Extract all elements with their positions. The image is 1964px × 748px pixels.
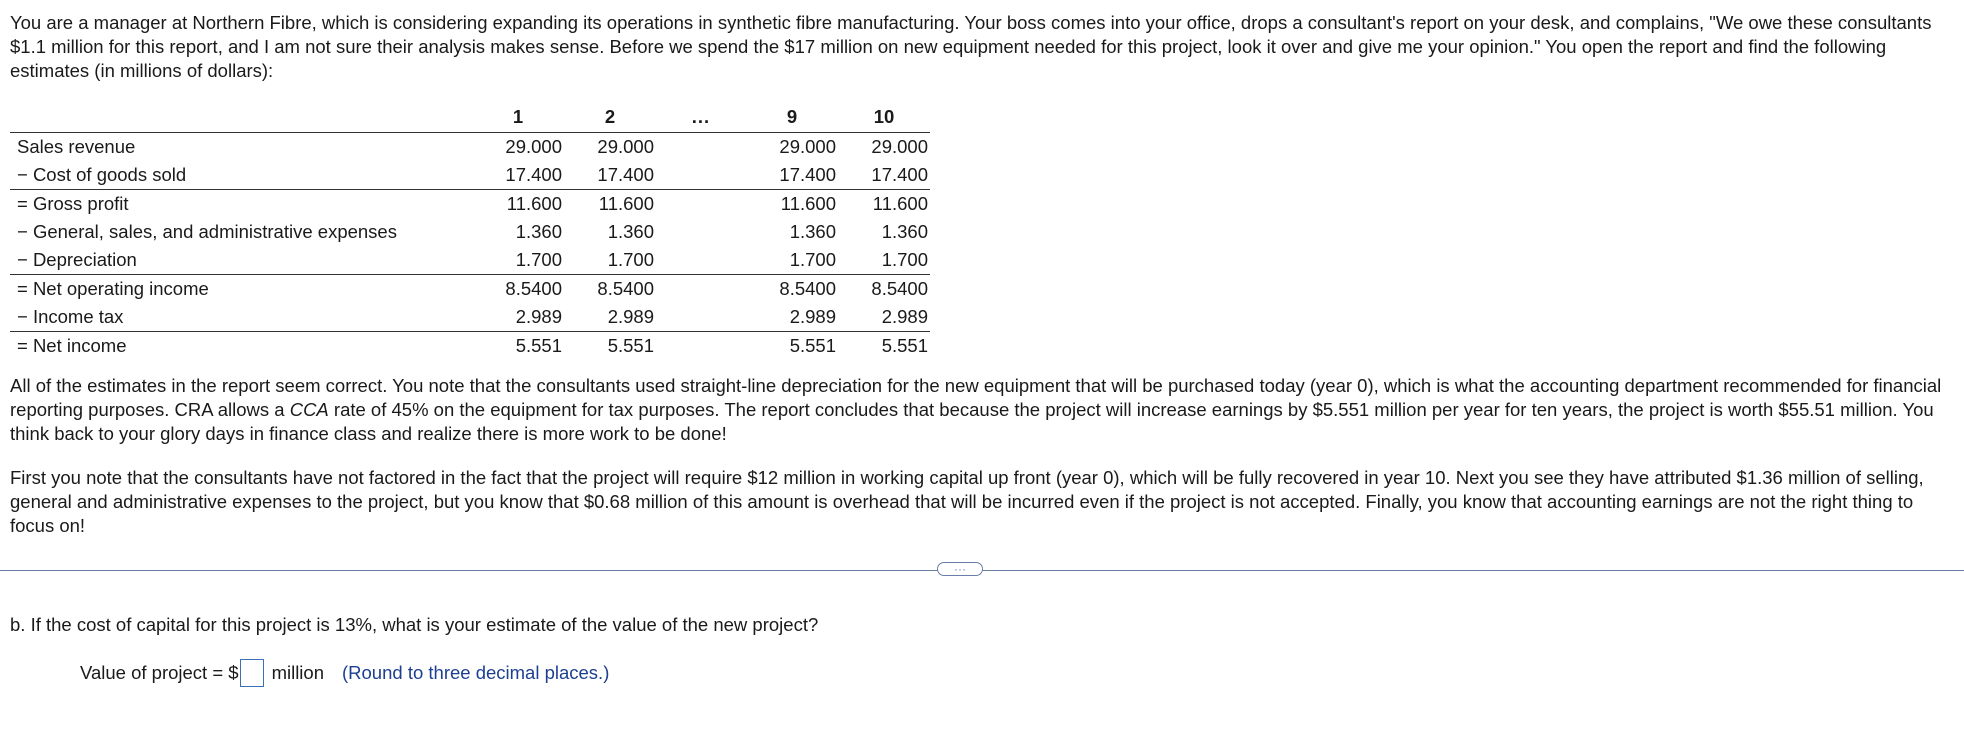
cell-value: 1.700 bbox=[515, 249, 562, 270]
cell-value: 1.360 bbox=[789, 221, 836, 242]
table-row bbox=[10, 190, 930, 219]
table-row bbox=[10, 246, 930, 275]
table-header-row bbox=[10, 102, 930, 133]
cell-value: 5.551 bbox=[515, 335, 562, 356]
cell-value: 1.360 bbox=[881, 221, 928, 242]
answer-label: Value of project = $ bbox=[80, 662, 239, 683]
header-label-cell bbox=[10, 102, 472, 133]
cell-value: 29.000 bbox=[779, 136, 836, 157]
cell-value: 11.600 bbox=[780, 193, 836, 214]
table-row bbox=[10, 303, 930, 332]
table-row bbox=[10, 133, 930, 162]
table-row bbox=[10, 218, 930, 246]
cell-value: 8.5400 bbox=[597, 278, 654, 299]
cell-value: 17.400 bbox=[779, 164, 836, 185]
cell-value: 17.400 bbox=[505, 164, 562, 185]
cell-value: 8.5400 bbox=[871, 278, 928, 299]
estimates-paragraph bbox=[10, 374, 1955, 446]
row-label: = Net operating income bbox=[17, 278, 209, 299]
question-text: b. If the cost of capital for this project is 13%, what is your estimate of the value of the new project? bbox=[10, 614, 819, 635]
header-year-10: 10 bbox=[873, 106, 895, 127]
estimates-text-after: rate of 45% on the equipment for tax purposes. The report concludes that because the project will increase earnings by $5.551 million per year for ten years, the project is worth $55.51 million. You think back to your glory days in finance class and realize there is more work to be done! bbox=[10, 399, 1934, 444]
header-year-9: 9 bbox=[786, 106, 798, 127]
cell-value: 1.700 bbox=[789, 249, 836, 270]
cell-value: 29.000 bbox=[597, 136, 654, 157]
cell-value: 5.551 bbox=[881, 335, 928, 356]
income-statement-table bbox=[10, 102, 930, 360]
intro-paragraph: You are a manager at Northern Fibre, which is considering expanding its operations in synthetic fibre manufacturing. Your boss comes into your office, drops a consultant's report on your desk, and complains, "We owe these consultants $1.1 million for this report, and I am not sure their analysis makes sense. Before we spend the $17 million on new equipment needed for this project, look it over and give me your opinion." You open the report and find the following estimates (in millions of dollars): bbox=[10, 12, 1932, 81]
cell-value: 2.989 bbox=[515, 306, 562, 327]
header-ellipsis: ... bbox=[691, 106, 711, 127]
cell-value: 2.989 bbox=[789, 306, 836, 327]
expand-collapse-button[interactable]: ··· bbox=[937, 562, 983, 576]
table-row bbox=[10, 332, 930, 361]
table-row bbox=[10, 275, 930, 304]
cell-value: 17.400 bbox=[871, 164, 928, 185]
cell-value: 17.400 bbox=[597, 164, 654, 185]
cell-value: 1.700 bbox=[607, 249, 654, 270]
row-label: − Income tax bbox=[17, 306, 124, 327]
row-label: = Net income bbox=[17, 335, 127, 356]
answer-unit: million bbox=[271, 662, 324, 683]
cell-value: 29.000 bbox=[871, 136, 928, 157]
cell-value: 11.600 bbox=[598, 193, 654, 214]
row-label: Sales revenue bbox=[17, 136, 136, 157]
header-year-2: 2 bbox=[604, 106, 616, 127]
row-label: − Depreciation bbox=[17, 249, 137, 270]
estimates-text-before: All of the estimates in the report seem correct. You note that the consultants used straight-line depreciation for the new equipment that will be purchased today (year 0), which is what the accounting department recommended for financial reporting purposes. CRA allows a bbox=[10, 375, 1942, 420]
header-year-1: 1 bbox=[512, 106, 524, 127]
cell-value: 8.5400 bbox=[779, 278, 836, 299]
project-value-input[interactable] bbox=[240, 659, 264, 687]
cell-value: 2.989 bbox=[881, 306, 928, 327]
row-label: − General, sales, and administrative expenses bbox=[17, 221, 397, 242]
overlooked-items-paragraph: First you note that the consultants have not factored in the fact that the project will require $12 million in working capital up front (year 0), which will be fully recovered in year 10. Next you see they have attributed $1.36 million of selling, general and administrative expenses to the project, but you know that $0.68 million of this amount is overhead that will be incurred even if the project is not accepted. Finally, you know that accounting earnings are not the right thing to focus on! bbox=[10, 467, 1924, 536]
cca-term: CCA bbox=[289, 399, 329, 420]
row-label: − Cost of goods sold bbox=[17, 164, 187, 185]
row-label: = Gross profit bbox=[17, 193, 129, 214]
cell-value: 29.000 bbox=[505, 136, 562, 157]
cell-value: 1.700 bbox=[881, 249, 928, 270]
answer-row bbox=[80, 659, 609, 687]
rounding-hint: (Round to three decimal places.) bbox=[342, 662, 610, 683]
cell-value: 11.600 bbox=[506, 193, 562, 214]
cell-value: 8.5400 bbox=[505, 278, 562, 299]
cell-value: 5.551 bbox=[789, 335, 836, 356]
table-row bbox=[10, 161, 930, 190]
cell-value: 1.360 bbox=[607, 221, 654, 242]
cell-value: 11.600 bbox=[872, 193, 928, 214]
cell-value: 1.360 bbox=[515, 221, 562, 242]
cell-value: 5.551 bbox=[607, 335, 654, 356]
cell-value: 2.989 bbox=[607, 306, 654, 327]
